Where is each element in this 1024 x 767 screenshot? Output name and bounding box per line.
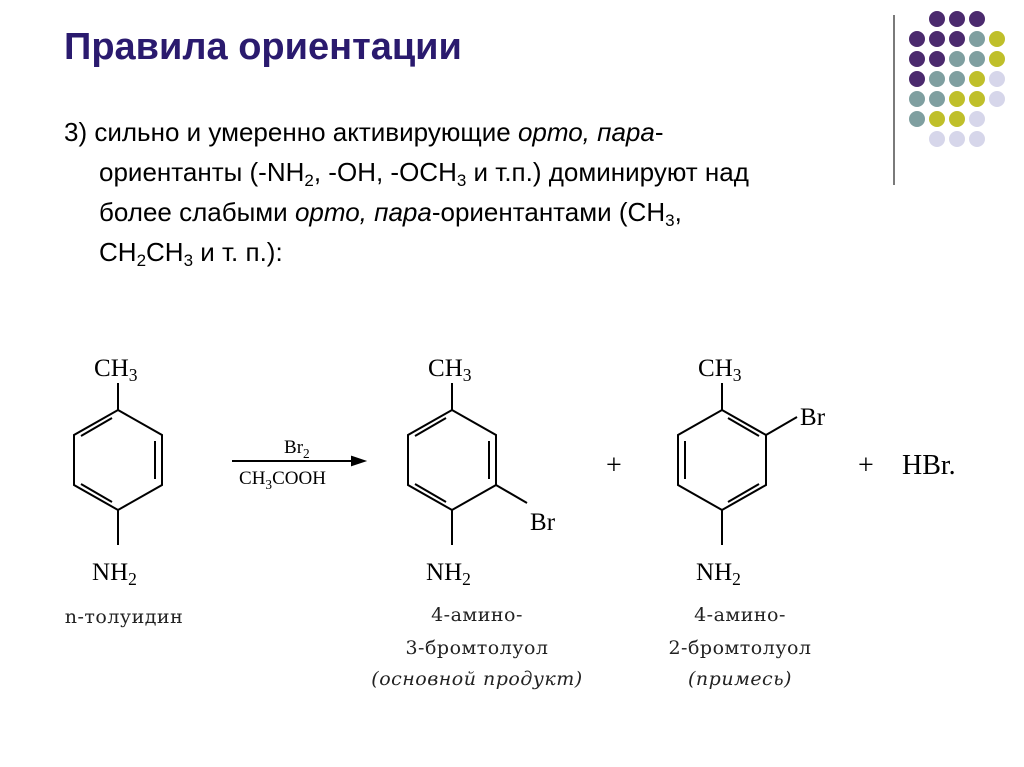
rule-text-part: и т. п.): bbox=[193, 237, 283, 267]
decorative-dot bbox=[929, 131, 945, 147]
decorative-dot bbox=[949, 131, 965, 147]
decorative-dot bbox=[989, 31, 1005, 47]
ortho-para-term: орто, пара bbox=[517, 117, 655, 147]
decorative-dot bbox=[969, 31, 985, 47]
decorative-dot bbox=[969, 51, 985, 67]
reactant-amino-label: $NH_2$ bbox=[92, 559, 137, 589]
decorative-dot bbox=[969, 111, 985, 127]
rule-text-part: -ориентантами (CH bbox=[431, 197, 666, 227]
rule-text-part: , bbox=[674, 197, 682, 227]
reagent-acetic-acid-label: $CH_3COOH$ bbox=[239, 468, 326, 492]
subscript: 2 bbox=[136, 251, 147, 270]
product1-bromo-label: Br bbox=[530, 509, 556, 536]
decorative-dot bbox=[929, 31, 945, 47]
product1-note: (основной продукт) bbox=[371, 668, 583, 690]
decorative-dot bbox=[949, 51, 965, 67]
product1-name-line2: 3-бромтолуол bbox=[405, 637, 549, 659]
reagent-bromine-label: $Br_2$ bbox=[284, 437, 310, 461]
product1-amino-label: $NH_2$ bbox=[426, 559, 471, 589]
decorative-dot bbox=[909, 71, 925, 87]
subscript: 3 bbox=[183, 251, 194, 270]
product2-note: (примесь) bbox=[688, 668, 792, 690]
product1-benzene-ring bbox=[408, 383, 527, 545]
slide-title: Правила ориентации bbox=[64, 26, 462, 68]
reactant-methyl-label: $CH_3$ bbox=[94, 355, 138, 385]
product1-name-line1: 4-амино- bbox=[431, 604, 523, 626]
hyphen: - bbox=[654, 117, 664, 147]
rule-text-part: и т.п.) доминируют над bbox=[466, 157, 749, 187]
reactant-name: n-толуидин bbox=[64, 606, 184, 628]
decorative-dot bbox=[929, 11, 945, 27]
decorative-dot bbox=[969, 91, 985, 107]
decorative-dot bbox=[969, 131, 985, 147]
plus-sign: + bbox=[606, 450, 622, 481]
rule-line-4 bbox=[64, 232, 894, 272]
product2-methyl-label: $CH_3$ bbox=[698, 355, 742, 385]
decorative-dot bbox=[909, 31, 925, 47]
rule-text bbox=[64, 112, 894, 272]
decorative-dot bbox=[949, 91, 965, 107]
decorative-dot bbox=[989, 71, 1005, 87]
product2-bromo-label: Br bbox=[800, 404, 826, 431]
subscript: 3 bbox=[456, 171, 467, 190]
rule-text-part: более слабыми bbox=[99, 197, 288, 227]
decorative-dot bbox=[909, 111, 925, 127]
rule-text-part: ориентанты (-NH bbox=[99, 157, 305, 187]
rule-text-part: CH bbox=[146, 237, 184, 267]
ortho-para-term: орто, пара bbox=[294, 197, 432, 227]
subscript: 2 bbox=[304, 171, 314, 190]
decorative-dot bbox=[949, 111, 965, 127]
decorative-dot bbox=[909, 51, 925, 67]
product2-name-line1: 4-амино- bbox=[694, 604, 786, 626]
decorative-dot bbox=[969, 11, 985, 27]
subscript: 3 bbox=[665, 211, 675, 230]
product2-benzene-ring bbox=[678, 383, 797, 545]
product1-methyl-label: $CH_3$ bbox=[428, 355, 472, 385]
decorative-dot bbox=[949, 31, 965, 47]
rule-text-part: CH bbox=[99, 237, 137, 267]
rule-text-part: сильно и умеренно активирующие bbox=[94, 117, 511, 147]
decorative-dot bbox=[989, 51, 1005, 67]
plus-sign: + bbox=[858, 450, 874, 481]
decorative-dot bbox=[949, 71, 965, 87]
decorative-dot bbox=[969, 71, 985, 87]
decorative-dot bbox=[989, 91, 1005, 107]
rule-text-part: , -OH, -OCH bbox=[313, 157, 457, 187]
rule-line-3 bbox=[64, 192, 894, 232]
rule-line-2 bbox=[64, 152, 894, 192]
reaction-arrow bbox=[232, 457, 364, 465]
decorative-dot bbox=[929, 111, 945, 127]
decorative-dot bbox=[929, 91, 945, 107]
decorative-dot bbox=[909, 91, 925, 107]
product2-name-line2: 2-бромтолуол bbox=[668, 637, 812, 659]
decorative-dot bbox=[949, 11, 965, 27]
product2-amino-label: $NH_2$ bbox=[696, 559, 741, 589]
rule-number: 3) bbox=[64, 117, 88, 147]
decorative-dot bbox=[929, 51, 945, 67]
reactant-benzene-ring bbox=[74, 383, 162, 545]
decorative-dot bbox=[929, 71, 945, 87]
byproduct-label: HBr. bbox=[902, 450, 956, 481]
rule-line-1 bbox=[64, 112, 894, 152]
